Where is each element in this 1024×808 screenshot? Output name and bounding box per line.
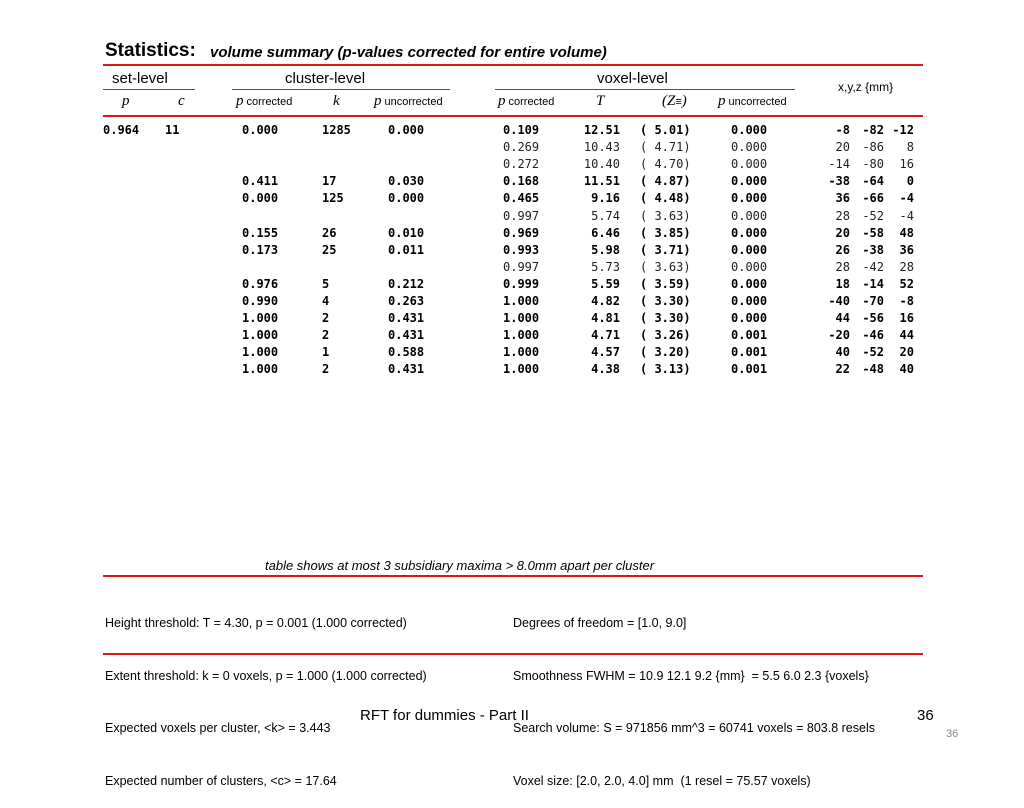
cell-vox-pcorr: 0.109: [503, 123, 540, 137]
coords-heading: x,y,z {mm}: [838, 80, 894, 94]
cell-z: -4: [899, 191, 914, 206]
cell-x: -38: [828, 174, 850, 189]
cell-Z: ( 3.30): [640, 294, 691, 308]
col-cluster-p-corrected: p corrected: [236, 93, 293, 109]
cell-x: 28: [835, 208, 850, 223]
cell-Z: ( 4.48): [640, 191, 691, 206]
cell-y: -86: [862, 140, 884, 155]
cell-x: 28: [835, 259, 850, 274]
footer-top-rule: [103, 575, 923, 577]
cell-vox-punc: 0.001: [731, 328, 768, 343]
footer-right-line: Voxel size: [2.0, 2.0, 4.0] mm (1 resel = 75.57 voxels): [513, 773, 811, 788]
cell-y: -38: [862, 242, 884, 257]
cell-clu-punc: 0.212: [388, 276, 425, 291]
cell-vox-pcorr: 1.000: [503, 294, 540, 308]
cell-y: -70: [862, 294, 884, 308]
footer-right-line: Degrees of freedom = [1.0, 9.0]: [513, 616, 687, 630]
cell-vox-punc: 0.000: [731, 311, 768, 326]
cell-vox-punc: 0.000: [731, 157, 768, 172]
slide-page-number: 36: [917, 707, 934, 724]
cell-z: -12: [892, 123, 914, 137]
cell-T: 11.51: [583, 174, 620, 189]
footer-bottom-rule: [103, 653, 923, 655]
cell-T: 5.98: [591, 242, 620, 257]
cell-z: -4: [899, 208, 914, 223]
cell-y: -66: [862, 191, 884, 206]
cell-z: 0: [906, 174, 914, 189]
cell-vox-punc: 0.000: [731, 191, 768, 206]
cell-clu-k: 2: [322, 311, 330, 326]
col-voxel-z: (Z≡): [662, 93, 687, 109]
cell-clu-punc: 0.030: [388, 174, 425, 189]
cell-clu-k: 17: [322, 174, 337, 189]
cell-clu-k: 5: [322, 276, 330, 291]
cell-Z: ( 4.70): [640, 157, 691, 172]
cell-y: -46: [862, 328, 884, 343]
cell-Z: ( 4.87): [640, 174, 691, 189]
cell-Z: ( 3.13): [640, 362, 691, 377]
cell-x: 22: [835, 362, 850, 377]
cell-vox-punc: 0.001: [731, 362, 768, 377]
cell-Z: ( 3.85): [640, 225, 691, 240]
cell-T: 5.59: [591, 276, 620, 291]
cell-T: 4.81: [591, 311, 620, 326]
cell-y: -48: [862, 362, 884, 377]
page-subtitle: volume summary (p-values corrected for entire volume): [210, 44, 607, 61]
cell-clu-pcorr: 0.990: [242, 294, 279, 308]
col-voxel-t: T: [596, 93, 605, 109]
cell-x: 20: [835, 140, 850, 155]
cell-clu-punc: 0.431: [388, 328, 425, 343]
cell-vox-punc: 0.000: [731, 294, 768, 308]
cell-y: -82: [862, 123, 884, 137]
cell-y: -42: [862, 259, 884, 274]
cell-x: -40: [828, 294, 850, 308]
top-rule: [103, 64, 923, 66]
cell-vox-pcorr: 1.000: [503, 345, 540, 360]
cell-x: 20: [835, 225, 850, 240]
cell-vox-pcorr: 0.272: [503, 157, 540, 172]
cell-T: 5.73: [591, 259, 620, 274]
cell-x: 26: [835, 242, 850, 257]
cell-T: 4.82: [591, 294, 620, 308]
cell-vox-pcorr: 0.969: [503, 225, 540, 240]
cell-vox-punc: 0.000: [731, 242, 768, 257]
cell-vox-punc: 0.000: [731, 208, 768, 223]
cell-clu-pcorr: 1.000: [242, 311, 279, 326]
cell-clu-punc: 0.000: [388, 123, 425, 137]
cell-clu-k: 2: [322, 362, 330, 377]
cell-T: 4.38: [591, 362, 620, 377]
cell-clu-punc: 0.588: [388, 345, 425, 360]
footer-right-line: Smoothness FWHM = 10.9 12.1 9.2 {mm} = 5.5 6.0 2.3 {voxels}: [513, 668, 869, 683]
cell-clu-k: 26: [322, 225, 337, 240]
cell-clu-k: 1: [322, 345, 330, 360]
cell-vox-pcorr: 0.993: [503, 242, 540, 257]
col-cluster-p-uncorrected: p uncorrected: [374, 93, 443, 109]
footer-left-line: Expected number of clusters, <c> = 17.64: [105, 773, 337, 788]
cell-vox-pcorr: 1.000: [503, 362, 540, 377]
cell-z: 48: [899, 225, 914, 240]
cell-vox-punc: 0.000: [731, 276, 768, 291]
cell-x: -20: [828, 328, 850, 343]
cell-x: -8: [835, 123, 850, 137]
cell-z: 52: [899, 276, 914, 291]
cell-clu-k: 25: [322, 242, 337, 257]
cell-T: 4.57: [591, 345, 620, 360]
page-title: Statistics:: [105, 40, 196, 61]
cell-clu-punc: 0.431: [388, 362, 425, 377]
footer-left: [105, 580, 427, 808]
cell-Z: ( 3.30): [640, 311, 691, 326]
cell-vox-pcorr: 0.997: [503, 208, 540, 223]
cell-vox-pcorr: 0.269: [503, 140, 540, 155]
header-rule: [103, 115, 923, 117]
cell-T: 6.46: [591, 225, 620, 240]
set-level-heading: set-level: [112, 70, 168, 87]
voxel-level-underline: [495, 89, 795, 90]
cell-clu-pcorr: 0.000: [242, 123, 279, 137]
cell-T: 10.43: [583, 140, 620, 155]
cell-vox-pcorr: 0.168: [503, 174, 540, 189]
footer-left-line: Expected voxels per cluster, <k> = 3.443: [105, 721, 331, 735]
footer-right-line: Search volume: S = 971856 mm^3 = 60741 voxels = 803.8 resels: [513, 721, 875, 735]
slide-page-number-small: 36: [946, 728, 959, 740]
cell-clu-pcorr: 0.155: [242, 225, 279, 240]
cell-clu-k: 2: [322, 328, 330, 343]
cell-vox-punc: 0.000: [731, 174, 768, 189]
col-voxel-p-uncorrected: p uncorrected: [718, 93, 787, 109]
cell-vox-pcorr: 1.000: [503, 328, 540, 343]
cell-Z: ( 4.71): [640, 140, 691, 155]
slide-footer-text: RFT for dummies - Part II: [360, 707, 529, 724]
cell-clu-k: 1285: [322, 123, 351, 137]
cell-vox-pcorr: 0.465: [503, 191, 540, 206]
cell-y: -52: [862, 208, 884, 223]
cell-clu-pcorr: 0.173: [242, 242, 279, 257]
col-voxel-p-corrected: p corrected: [498, 93, 555, 109]
cell-Z: ( 3.63): [640, 259, 691, 274]
cell-Z: ( 3.26): [640, 328, 691, 343]
cluster-level-heading: cluster-level: [285, 70, 366, 87]
cell-x: 36: [835, 191, 850, 206]
cell-clu-pcorr: 1.000: [242, 345, 279, 360]
cell-clu-punc: 0.263: [388, 294, 425, 308]
cell-vox-punc: 0.000: [731, 259, 768, 274]
cell-z: 40: [899, 362, 914, 377]
cell-clu-pcorr: 1.000: [242, 328, 279, 343]
footer-left-line: Height threshold: T = 4.30, p = 0.001 (1.000 corrected): [105, 616, 407, 630]
cell-z: 36: [899, 242, 914, 257]
cell-y: -64: [862, 174, 884, 189]
cell-y: -56: [862, 311, 884, 326]
cell-Z: ( 3.20): [640, 345, 691, 360]
set-level-underline: [103, 89, 195, 90]
cell-clu-pcorr: 1.000: [242, 362, 279, 377]
cell-y: -80: [862, 157, 884, 172]
cell-vox-punc: 0.000: [731, 225, 768, 240]
cell-clu-punc: 0.431: [388, 311, 425, 326]
col-set-c: c: [178, 93, 185, 109]
col-cluster-k: k: [333, 93, 340, 109]
cell-z: 16: [899, 311, 914, 326]
cell-clu-pcorr: 0.411: [242, 174, 279, 189]
cell-clu-pcorr: 0.000: [242, 191, 279, 206]
cell-z: 20: [899, 345, 914, 360]
cluster-level-underline: [232, 89, 450, 90]
cell-T: 4.71: [591, 328, 620, 343]
cell-vox-pcorr: 0.999: [503, 276, 540, 291]
cell-z: 16: [899, 157, 914, 172]
cell-T: 10.40: [583, 157, 620, 172]
cell-z: 28: [899, 259, 914, 274]
cell-Z: ( 3.59): [640, 276, 691, 291]
cell-T: 5.74: [591, 208, 620, 223]
cell-y: -52: [862, 345, 884, 360]
cell-vox-punc: 0.000: [731, 123, 768, 137]
cell-x: 44: [835, 311, 850, 326]
cell-T: 9.16: [591, 191, 620, 206]
cell-clu-punc: 0.011: [388, 242, 425, 257]
cell-vox-pcorr: 0.997: [503, 259, 540, 274]
cell-T: 12.51: [583, 123, 620, 137]
table-note: table shows at most 3 subsidiary maxima > 8.0mm apart per cluster: [265, 558, 655, 573]
cell-clu-punc: 0.010: [388, 225, 425, 240]
cell-set-p: 0.964: [103, 123, 140, 137]
cell-z: 8: [906, 140, 914, 155]
cell-vox-punc: 0.000: [731, 140, 768, 155]
cell-x: 18: [835, 276, 850, 291]
cell-clu-punc: 0.000: [388, 191, 425, 206]
cell-x: -14: [828, 157, 850, 172]
cell-y: -58: [862, 225, 884, 240]
footer-left-line: Extent threshold: k = 0 voxels, p = 1.000 (1.000 corrected): [105, 668, 427, 683]
voxel-level-heading: voxel-level: [597, 70, 668, 87]
cell-vox-punc: 0.001: [731, 345, 768, 360]
cell-Z: ( 3.71): [640, 242, 691, 257]
cell-clu-pcorr: 0.976: [242, 276, 279, 291]
footer-right: [513, 580, 875, 808]
cell-x: 40: [835, 345, 850, 360]
cell-vox-pcorr: 1.000: [503, 311, 540, 326]
cell-z: -8: [899, 294, 914, 308]
cell-set-c: 11: [165, 123, 180, 137]
cell-Z: ( 3.63): [640, 208, 691, 223]
cell-clu-k: 4: [322, 294, 330, 308]
cell-z: 44: [899, 328, 914, 343]
cell-Z: ( 5.01): [640, 123, 691, 137]
col-set-p: p: [122, 93, 130, 109]
cell-y: -14: [862, 276, 884, 291]
cell-clu-k: 125: [322, 191, 344, 206]
